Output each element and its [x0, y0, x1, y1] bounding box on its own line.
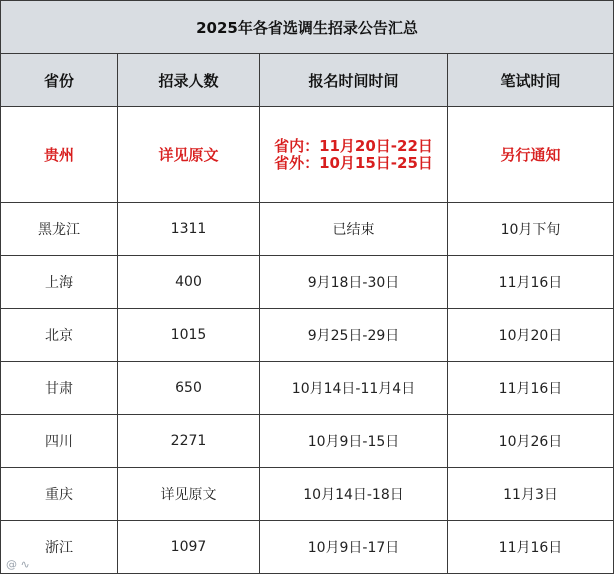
- cell-exam: 11月3日: [448, 468, 614, 521]
- cell-province: 四川: [1, 415, 118, 468]
- cell-province: 甘肃: [1, 362, 118, 415]
- cell-exam: 11月16日: [448, 362, 614, 415]
- cell-count: 详见原文: [118, 107, 260, 203]
- header-province: 省份: [1, 54, 118, 107]
- header-count: 招录人数: [118, 54, 260, 107]
- cell-exam: 另行通知: [448, 107, 614, 203]
- cell-count: 650: [118, 362, 260, 415]
- table-row: [1, 203, 614, 256]
- cell-exam: 10月26日: [448, 415, 614, 468]
- cell-province: 北京: [1, 309, 118, 362]
- table-body: [1, 203, 614, 574]
- cell-exam: 10月下旬: [448, 203, 614, 256]
- cell-registration: [260, 107, 448, 203]
- cell-count: 1097: [118, 521, 260, 574]
- table-row: [1, 256, 614, 309]
- cell-registration: 10月14日-11月4日: [260, 362, 448, 415]
- table-row: [1, 468, 614, 521]
- cell-province: 贵州: [1, 107, 118, 203]
- cell-count: 1015: [118, 309, 260, 362]
- header-registration: 报名时间时间: [260, 54, 448, 107]
- cell-registration: 10月9日-17日: [260, 521, 448, 574]
- table-row: [1, 521, 614, 574]
- registration-line-1: 省内：11月20日-22日: [274, 136, 433, 155]
- cell-registration: 已结束: [260, 203, 448, 256]
- cell-exam: 11月16日: [448, 521, 614, 574]
- registration-line-2: 省外：10月15日-25日: [274, 153, 433, 172]
- header-exam: 笔试时间: [448, 54, 614, 107]
- cell-exam: 11月16日: [448, 256, 614, 309]
- cell-registration: 9月18日-30日: [260, 256, 448, 309]
- table-row: [1, 415, 614, 468]
- cell-exam: 10月20日: [448, 309, 614, 362]
- cell-registration: 10月14日-18日: [260, 468, 448, 521]
- cell-count: 详见原文: [118, 468, 260, 521]
- cell-province: 浙江: [1, 521, 118, 574]
- cell-count: 2271: [118, 415, 260, 468]
- table-row-highlight: [1, 107, 614, 203]
- footer-watermark-icon: @ ∿: [6, 558, 30, 571]
- cell-province: 重庆: [1, 468, 118, 521]
- cell-count: 400: [118, 256, 260, 309]
- table-row: [1, 362, 614, 415]
- cell-province: 黑龙江: [1, 203, 118, 256]
- cell-count: 1311: [118, 203, 260, 256]
- cell-registration: 10月9日-15日: [260, 415, 448, 468]
- table-title: 2025年各省选调生招录公告汇总: [1, 1, 614, 54]
- cell-registration: 9月25日-29日: [260, 309, 448, 362]
- table-row: [1, 309, 614, 362]
- cell-province: 上海: [1, 256, 118, 309]
